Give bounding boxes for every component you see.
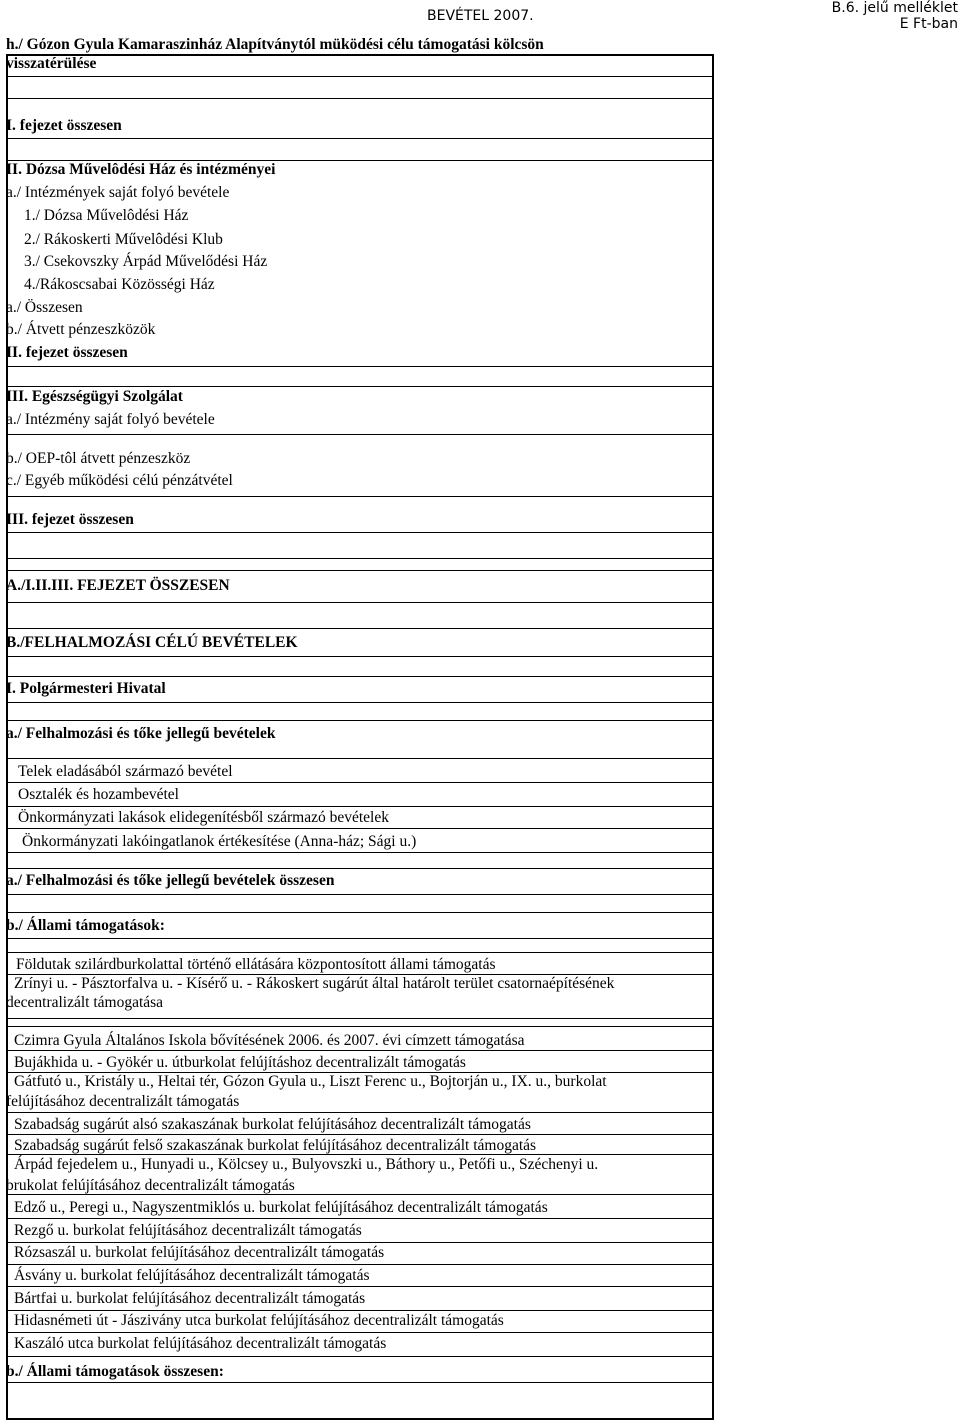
row-label: Rózsaszál u. burkolat felújításához decentralizált támogatás xyxy=(14,1244,385,1261)
row-label: 1./ Dózsa Művelôdési Ház xyxy=(24,207,189,224)
row-label: Gátfutó u., Kristály u., Heltai tér, Gózon Gyula u., Liszt Ferenc u., Bojtorján u., IX. u., burkolat xyxy=(14,1073,607,1090)
row-divider xyxy=(6,702,714,703)
row-divider xyxy=(6,1018,714,1019)
row-label: III. fejezet összesen xyxy=(6,511,134,528)
section-heading: b./ Állami támogatások: xyxy=(6,917,165,934)
row-divider xyxy=(6,98,714,99)
section-heading: III. Egészségügyi Szolgálat xyxy=(6,388,183,405)
row-label: I. fejezet összesen xyxy=(6,117,122,134)
row-divider xyxy=(6,1332,714,1333)
row-label: Ásvány u. burkolat felújításához decentralizált támogatás xyxy=(14,1267,370,1284)
section-heading: I. Polgármesteri Hivatal xyxy=(6,680,166,697)
row-label: Rezgő u. burkolat felújításához decentralizált támogatás xyxy=(14,1222,362,1239)
row-divider xyxy=(6,952,714,953)
row-label: visszatérülése xyxy=(6,55,97,72)
row-divider xyxy=(6,852,714,853)
row-divider xyxy=(6,1286,714,1287)
row-label: II. fejezet összesen xyxy=(6,344,128,361)
row-label: Árpád fejedelem u., Hunyadi u., Kölcsey u., Bulyovszki u., Báthory u., Petőfi u., Széchenyi u. xyxy=(14,1156,599,1173)
unit-label: E Ft-ban xyxy=(899,16,958,32)
row-divider xyxy=(6,868,714,869)
row-label: Edző u., Peregi u., Nagyszentmiklós u. burkolat felújításához decentralizált támogatás xyxy=(14,1199,548,1216)
row-divider xyxy=(6,570,714,571)
row-label: Telek eladásából származó bevétel xyxy=(18,763,233,780)
row-divider xyxy=(6,782,714,783)
row-label: felújításához decentralizált támogatás xyxy=(6,1093,240,1110)
table-bottom-border xyxy=(6,1418,714,1420)
row-divider xyxy=(6,1242,714,1243)
row-divider xyxy=(6,1310,714,1311)
row-label: a./ Felhalmozási és tőke jellegű bevételek összesen xyxy=(6,872,335,889)
section-heading: a./ Felhalmozási és tőke jellegű bevételek xyxy=(6,725,276,742)
row-label: a./ Intézmények saját folyó bevétele xyxy=(6,184,230,201)
row-label: h./ Gózon Gyula Kamaraszinház Alapítványtól müködési célu támogatási kölcsön xyxy=(6,36,544,53)
row-label: 3./ Csekovszky Árpád Művelődési Ház xyxy=(24,253,268,270)
row-label: a./ Összesen xyxy=(6,299,83,316)
row-divider xyxy=(6,828,714,829)
row-divider xyxy=(6,912,714,913)
row-label: b./ OEP-tôl átvett pénzeszköz xyxy=(6,450,191,467)
row-divider xyxy=(6,656,714,657)
row-label: 2./ Rákoskerti Művelôdési Klub xyxy=(24,231,223,248)
row-divider xyxy=(6,532,714,533)
row-label: 4./Rákoscsabai Közösségi Ház xyxy=(24,276,215,293)
row-label: Hidasnémeti út - Jászivány utca burkolat felújításához decentralizált támogatás xyxy=(14,1312,504,1329)
row-divider xyxy=(6,938,714,939)
row-label: b./ Átvett pénzeszközök xyxy=(6,321,156,338)
row-divider xyxy=(6,806,714,807)
section-heading: B./FELHALMOZÁSI CÉLÚ BEVÉTELEK xyxy=(6,634,298,651)
row-label: Zrínyi u. - Pásztorfalva u. - Kísérő u. - Rákoskert sugárút által határolt terület csatornaépítésének xyxy=(14,975,615,992)
grand-total-label: A./I.II.III. FEJEZET ÖSSZESEN xyxy=(6,577,230,594)
row-label: Szabadság sugárút felső szakaszának burkolat felújításához decentralizált támogatás xyxy=(14,1137,537,1154)
row-divider xyxy=(6,1218,714,1219)
row-divider xyxy=(6,1134,714,1135)
annex-label: B.6. jelű melléklet xyxy=(831,0,958,16)
row-divider xyxy=(6,54,714,56)
row-divider xyxy=(6,602,714,603)
row-divider xyxy=(6,676,714,677)
row-divider xyxy=(6,1112,714,1113)
row-label: Bártfai u. burkolat felújításához decentralizált támogatás xyxy=(14,1290,366,1307)
section-heading: II. Dózsa Művelôdési Ház és intézményei xyxy=(6,161,276,178)
row-divider xyxy=(6,434,714,435)
row-divider xyxy=(6,1356,714,1357)
row-divider xyxy=(6,76,714,77)
row-label: Önkormányzati lakások elidegenítésből származó bevételek xyxy=(18,809,389,826)
row-divider xyxy=(6,1264,714,1265)
row-divider xyxy=(6,366,714,367)
row-divider xyxy=(6,1026,714,1027)
row-label: Czimra Gyula Általános Iskola bővítésének 2006. és 2007. évi címzett támogatása xyxy=(14,1032,525,1049)
row-label: b./ Állami támogatások összesen: xyxy=(6,1363,224,1380)
row-label: decentralizált támogatása xyxy=(6,994,164,1011)
row-divider xyxy=(6,758,714,759)
row-divider xyxy=(6,894,714,895)
row-divider xyxy=(6,386,714,387)
row-divider xyxy=(6,138,714,139)
row-label: Osztalék és hozambevétel xyxy=(18,786,179,803)
row-divider xyxy=(6,1050,714,1051)
row-label: c./ Egyéb működési célú pénzátvétel xyxy=(6,472,233,489)
row-divider xyxy=(6,720,714,721)
row-label: Önkormányzati lakóingatlanok értékesítése (Anna-ház; Sági u.) xyxy=(22,833,417,850)
row-label: Bujákhida u. - Gyökér u. útburkolat felújításhoz decentralizált támogatás xyxy=(14,1054,466,1071)
row-divider xyxy=(6,496,714,497)
row-label: Szabadság sugárút alsó szakaszának burkolat felújításához decentralizált támogatás xyxy=(14,1116,531,1133)
row-divider xyxy=(6,558,714,559)
row-label: Földutak szilárdburkolattal történő ellátására központosított állami támogatás xyxy=(16,956,496,973)
row-label: Kaszáló utca burkolat felújításához decentralizált támogatás xyxy=(14,1335,387,1352)
document-title: BEVÉTEL 2007. xyxy=(427,8,534,24)
row-divider xyxy=(6,1382,714,1383)
row-divider xyxy=(6,628,714,629)
row-label: a./ Intézmény saját folyó bevétele xyxy=(6,411,215,428)
row-label: brukolat felújításához decentralizált támogatás xyxy=(6,1177,295,1194)
